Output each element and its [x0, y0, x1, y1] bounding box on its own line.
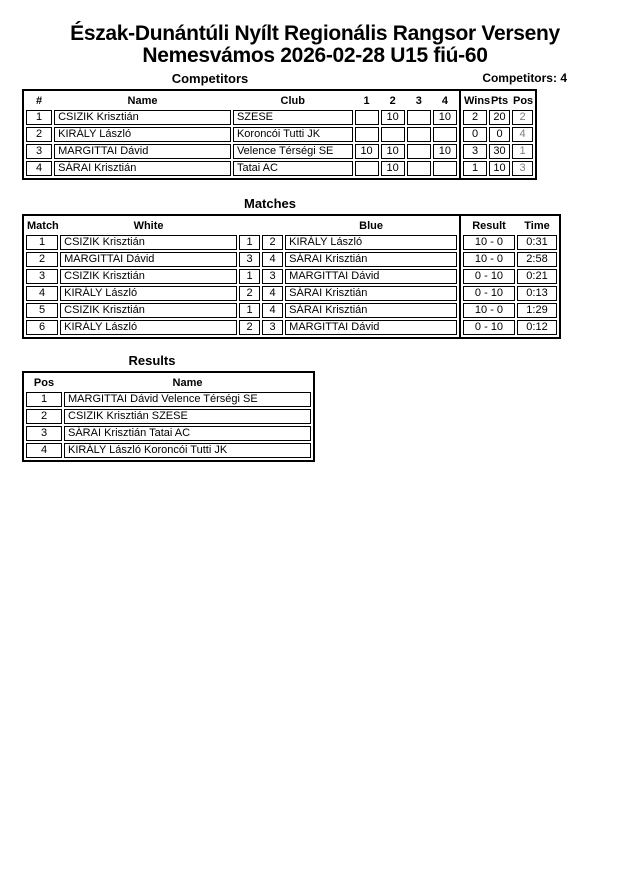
table-row: [463, 269, 557, 284]
cell-score-2: 10: [381, 110, 405, 125]
cell-pos: 2: [26, 409, 62, 424]
cell-num: 1: [26, 110, 52, 125]
cell-pos: 1: [512, 144, 533, 159]
cell-blue-name: KIRÁLY László: [285, 235, 457, 250]
cell-blue-seed: 4: [262, 286, 283, 301]
cell-blue-seed: 3: [262, 320, 283, 335]
cell-result: 10 - 0: [463, 303, 515, 318]
competitors-count-label: Competitors: 4: [482, 71, 567, 85]
results-header-row: [26, 375, 311, 390]
cell-score-1: 10: [355, 144, 379, 159]
cell-wins: 3: [463, 144, 487, 159]
cell-time: 0:31: [517, 235, 557, 250]
cell-result: 10 - 0: [463, 252, 515, 267]
competitors-table-summary: [459, 89, 537, 180]
cell-time: 0:12: [517, 320, 557, 335]
cell-pos: 3: [512, 161, 533, 176]
cell-white-seed: 1: [239, 303, 260, 318]
table-row: [26, 235, 457, 250]
matches-tables: [22, 214, 561, 339]
cell-pos: 2: [512, 110, 533, 125]
cell-white-seed: 2: [239, 286, 260, 301]
cell-white-seed: 2: [239, 320, 260, 335]
col-header-r2: 2: [389, 94, 396, 107]
cell-wins: 1: [463, 161, 487, 176]
cell-wins: 2: [463, 110, 487, 125]
cell-time: 1:29: [517, 303, 557, 318]
cell-blue-name: MARGITTAI Dávid: [285, 320, 457, 335]
cell-match-num: 2: [26, 252, 58, 267]
matches-table-result: [459, 214, 561, 339]
cell-wins: 0: [463, 127, 487, 142]
table-row: [26, 443, 311, 458]
col-header-num: #: [35, 94, 43, 107]
col-header-blue-num: [262, 218, 283, 233]
table-row: [463, 303, 557, 318]
cell-blue-name: SÁRAI Krisztián: [285, 286, 457, 301]
table-row: [463, 320, 557, 335]
cell-score-3: [407, 144, 431, 159]
cell-name: SÁRAI Krisztián: [54, 161, 231, 176]
col-header-pos: Pos: [513, 94, 534, 107]
competitors-table-main: [22, 89, 459, 180]
col-header-result: Result: [472, 219, 506, 232]
competitors-summary-header-row: [463, 93, 533, 108]
cell-score-2: 10: [381, 161, 405, 176]
cell-blue-seed: 2: [262, 235, 283, 250]
cell-name: KIRÁLY László Koroncói Tutti JK: [64, 443, 311, 458]
col-header-r1: 1: [363, 94, 370, 107]
cell-match-num: 6: [26, 320, 58, 335]
col-header-time: Time: [524, 219, 550, 232]
cell-white-name: CSIZIK Krisztián: [60, 269, 237, 284]
cell-blue-name: SÁRAI Krisztián: [285, 303, 457, 318]
cell-score-3: [407, 127, 431, 142]
table-row: [26, 286, 457, 301]
matches-section-heading: Matches: [243, 196, 297, 211]
cell-white-name: KIRÁLY László: [60, 320, 237, 335]
cell-white-seed: 3: [239, 252, 260, 267]
col-header-match: Match: [27, 219, 59, 232]
cell-pos: 3: [26, 426, 62, 441]
col-header-r3: 3: [415, 94, 422, 107]
cell-time: 2:58: [517, 252, 557, 267]
cell-score-4: [433, 161, 457, 176]
matches-table-main: [22, 214, 459, 339]
col-header-wins: Wins: [464, 94, 491, 107]
table-row: [26, 110, 457, 125]
table-row: [26, 426, 311, 441]
table-row: [26, 161, 457, 176]
title-line-1: Észak-Dunántúli Nyílt Regionális Rangsor Verseny: [70, 22, 560, 45]
cell-pts: 20: [489, 110, 510, 125]
cell-score-4: [433, 127, 457, 142]
col-header-name: Name: [172, 376, 203, 389]
table-row: [463, 161, 533, 176]
cell-blue-seed: 4: [262, 303, 283, 318]
cell-blue-seed: 3: [262, 269, 283, 284]
table-row: [26, 144, 457, 159]
table-row: [26, 320, 457, 335]
results-table: [22, 371, 315, 462]
cell-score-1: [355, 161, 379, 176]
cell-club: Velence Térségi SE: [233, 144, 353, 159]
cell-pts: 30: [489, 144, 510, 159]
table-row: [463, 235, 557, 250]
table-row: [26, 127, 457, 142]
table-row: [26, 392, 311, 407]
results-table-wrap: [22, 371, 315, 462]
cell-name: MARGITTAI Dávid Velence Térségi SE: [64, 392, 311, 407]
cell-pts: 10: [489, 161, 510, 176]
cell-name: MARGITTAI Dávid: [54, 144, 231, 159]
cell-score-4: 10: [433, 144, 457, 159]
competitors-header-row: [26, 93, 457, 108]
cell-pos: 1: [26, 392, 62, 407]
cell-white-name: KIRÁLY László: [60, 286, 237, 301]
cell-match-num: 5: [26, 303, 58, 318]
cell-num: 4: [26, 161, 52, 176]
cell-time: 0:13: [517, 286, 557, 301]
cell-club: Koroncói Tutti JK: [233, 127, 353, 142]
cell-white-name: CSIZIK Krisztián: [60, 303, 237, 318]
col-header-r4: 4: [441, 94, 448, 107]
cell-name: CSIZIK Krisztián: [54, 110, 231, 125]
cell-result: 0 - 10: [463, 269, 515, 284]
cell-result: 10 - 0: [463, 235, 515, 250]
cell-score-2: [381, 127, 405, 142]
col-header-blue: Blue: [359, 219, 383, 232]
cell-name: CSIZIK Krisztián SZESE: [64, 409, 311, 424]
col-header-club: Club: [280, 94, 305, 107]
title-line-2: Nemesvámos 2026-02-28 U15 fiú-60: [142, 44, 488, 67]
competitors-section-heading: Competitors: [171, 71, 249, 86]
cell-result: 0 - 10: [463, 286, 515, 301]
competitors-tables: [22, 89, 537, 180]
table-row: [463, 252, 557, 267]
cell-pts: 0: [489, 127, 510, 142]
table-row: [463, 286, 557, 301]
cell-score-3: [407, 110, 431, 125]
col-header-pos: Pos: [33, 376, 55, 389]
results-section-heading: Results: [128, 353, 176, 368]
cell-score-2: 10: [381, 144, 405, 159]
table-row: [26, 252, 457, 267]
cell-name: SÁRAI Krisztián Tatai AC: [64, 426, 311, 441]
cell-blue-name: MARGITTAI Dávid: [285, 269, 457, 284]
matches-result-header-row: [463, 218, 557, 233]
cell-num: 3: [26, 144, 52, 159]
table-row: [26, 409, 311, 424]
col-header-name: Name: [127, 94, 158, 107]
cell-match-num: 1: [26, 235, 58, 250]
table-row: [463, 127, 533, 142]
cell-match-num: 3: [26, 269, 58, 284]
cell-pos: 4: [26, 443, 62, 458]
cell-score-4: 10: [433, 110, 457, 125]
page-title: [0, 23, 630, 67]
cell-white-name: MARGITTAI Dávid: [60, 252, 237, 267]
cell-white-seed: 1: [239, 269, 260, 284]
col-header-white: White: [133, 219, 164, 232]
col-header-pts: Pts: [490, 94, 509, 107]
table-row: [26, 303, 457, 318]
col-header-white-num: [239, 218, 260, 233]
cell-blue-seed: 4: [262, 252, 283, 267]
cell-match-num: 4: [26, 286, 58, 301]
table-row: [463, 144, 533, 159]
cell-time: 0:21: [517, 269, 557, 284]
cell-result: 0 - 10: [463, 320, 515, 335]
cell-club: Tatai AC: [233, 161, 353, 176]
matches-header-row: [26, 218, 457, 233]
cell-score-3: [407, 161, 431, 176]
cell-blue-name: SÁRAI Krisztián: [285, 252, 457, 267]
cell-num: 2: [26, 127, 52, 142]
cell-white-name: CSIZIK Krisztián: [60, 235, 237, 250]
table-row: [463, 110, 533, 125]
cell-club: SZESE: [233, 110, 353, 125]
table-row: [26, 269, 457, 284]
cell-score-1: [355, 110, 379, 125]
cell-pos: 4: [512, 127, 533, 142]
cell-white-seed: 1: [239, 235, 260, 250]
cell-score-1: [355, 127, 379, 142]
cell-name: KIRÁLY László: [54, 127, 231, 142]
